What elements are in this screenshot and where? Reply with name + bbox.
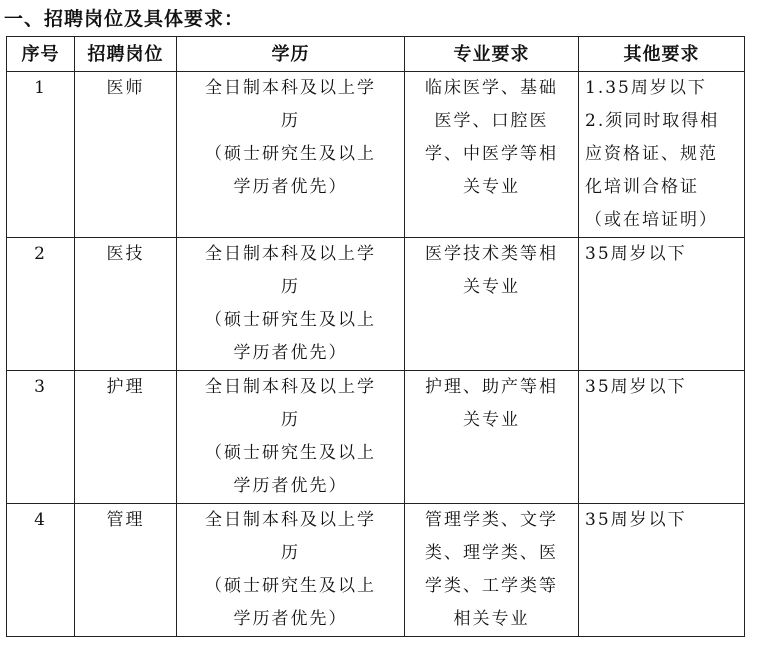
education-line: 学历者优先） — [233, 343, 348, 363]
cell-no: 3 — [7, 371, 75, 504]
header-major: 专业要求 — [405, 37, 579, 72]
education-line: 全日制本科及以上学 — [205, 377, 376, 397]
section-heading: 一、招聘岗位及具体要求： — [4, 8, 245, 30]
education-line: 历 — [281, 111, 300, 131]
cell-position: 管理 — [75, 504, 177, 637]
header-position: 招聘岗位 — [75, 37, 177, 72]
table-row — [7, 371, 745, 504]
cell-education — [177, 371, 405, 504]
other-line: 2.须同时取得相 — [585, 111, 720, 131]
cell-major — [405, 238, 579, 371]
major-line: 管理学类、文学 — [425, 510, 558, 530]
education-line: 学历者优先） — [233, 609, 348, 629]
major-line: 学类、工学类等 — [425, 576, 558, 596]
education-line: （硕士研究生及以上 — [205, 310, 376, 330]
cell-no: 1 — [7, 72, 75, 238]
education-line: （硕士研究生及以上 — [205, 443, 376, 463]
table-row — [7, 504, 745, 637]
education-line: 历 — [281, 410, 300, 430]
other-line: 应资格证、规范 — [585, 144, 718, 164]
cell-major — [405, 72, 579, 238]
education-line: （硕士研究生及以上 — [205, 576, 376, 596]
cell-other — [579, 238, 745, 371]
major-line: 类、理学类、医 — [425, 543, 558, 563]
recruitment-table — [6, 36, 745, 637]
cell-education — [177, 238, 405, 371]
major-line: 护理、助产等相 — [425, 377, 558, 397]
education-line: 学历者优先） — [233, 476, 348, 496]
other-line: 化培训合格证 — [585, 177, 699, 197]
education-line: 全日制本科及以上学 — [205, 78, 376, 98]
other-line: 35周岁以下 — [585, 244, 687, 264]
cell-major — [405, 504, 579, 637]
major-line: 关专业 — [463, 410, 520, 430]
other-line: 35周岁以下 — [585, 377, 687, 397]
cell-other — [579, 72, 745, 238]
education-line: 全日制本科及以上学 — [205, 510, 376, 530]
header-education: 学历 — [177, 37, 405, 72]
major-line: 关专业 — [463, 277, 520, 297]
cell-education — [177, 504, 405, 637]
education-line: （硕士研究生及以上 — [205, 144, 376, 164]
table-row — [7, 72, 745, 238]
education-line: 历 — [281, 543, 300, 563]
major-line: 医学技术类等相 — [425, 244, 558, 264]
other-line: （或在培证明） — [585, 210, 718, 230]
major-line: 关专业 — [463, 177, 520, 197]
other-line: 1.35周岁以下 — [585, 78, 707, 98]
major-line: 临床医学、基础 — [425, 78, 558, 98]
other-line: 35周岁以下 — [585, 510, 687, 530]
major-line: 学、中医学等相 — [425, 144, 558, 164]
cell-position: 护理 — [75, 371, 177, 504]
cell-no: 2 — [7, 238, 75, 371]
major-line: 医学、口腔医 — [434, 111, 549, 131]
header-other: 其他要求 — [579, 37, 745, 72]
header-no: 序号 — [7, 37, 75, 72]
cell-education — [177, 72, 405, 238]
cell-position: 医师 — [75, 72, 177, 238]
table-header-row — [7, 37, 745, 72]
cell-other — [579, 504, 745, 637]
education-line: 全日制本科及以上学 — [205, 244, 376, 264]
cell-position: 医技 — [75, 238, 177, 371]
cell-no: 4 — [7, 504, 75, 637]
education-line: 学历者优先） — [233, 177, 348, 197]
cell-major — [405, 371, 579, 504]
table-row — [7, 238, 745, 371]
major-line: 相关专业 — [453, 609, 530, 629]
cell-other — [579, 371, 745, 504]
education-line: 历 — [281, 277, 300, 297]
